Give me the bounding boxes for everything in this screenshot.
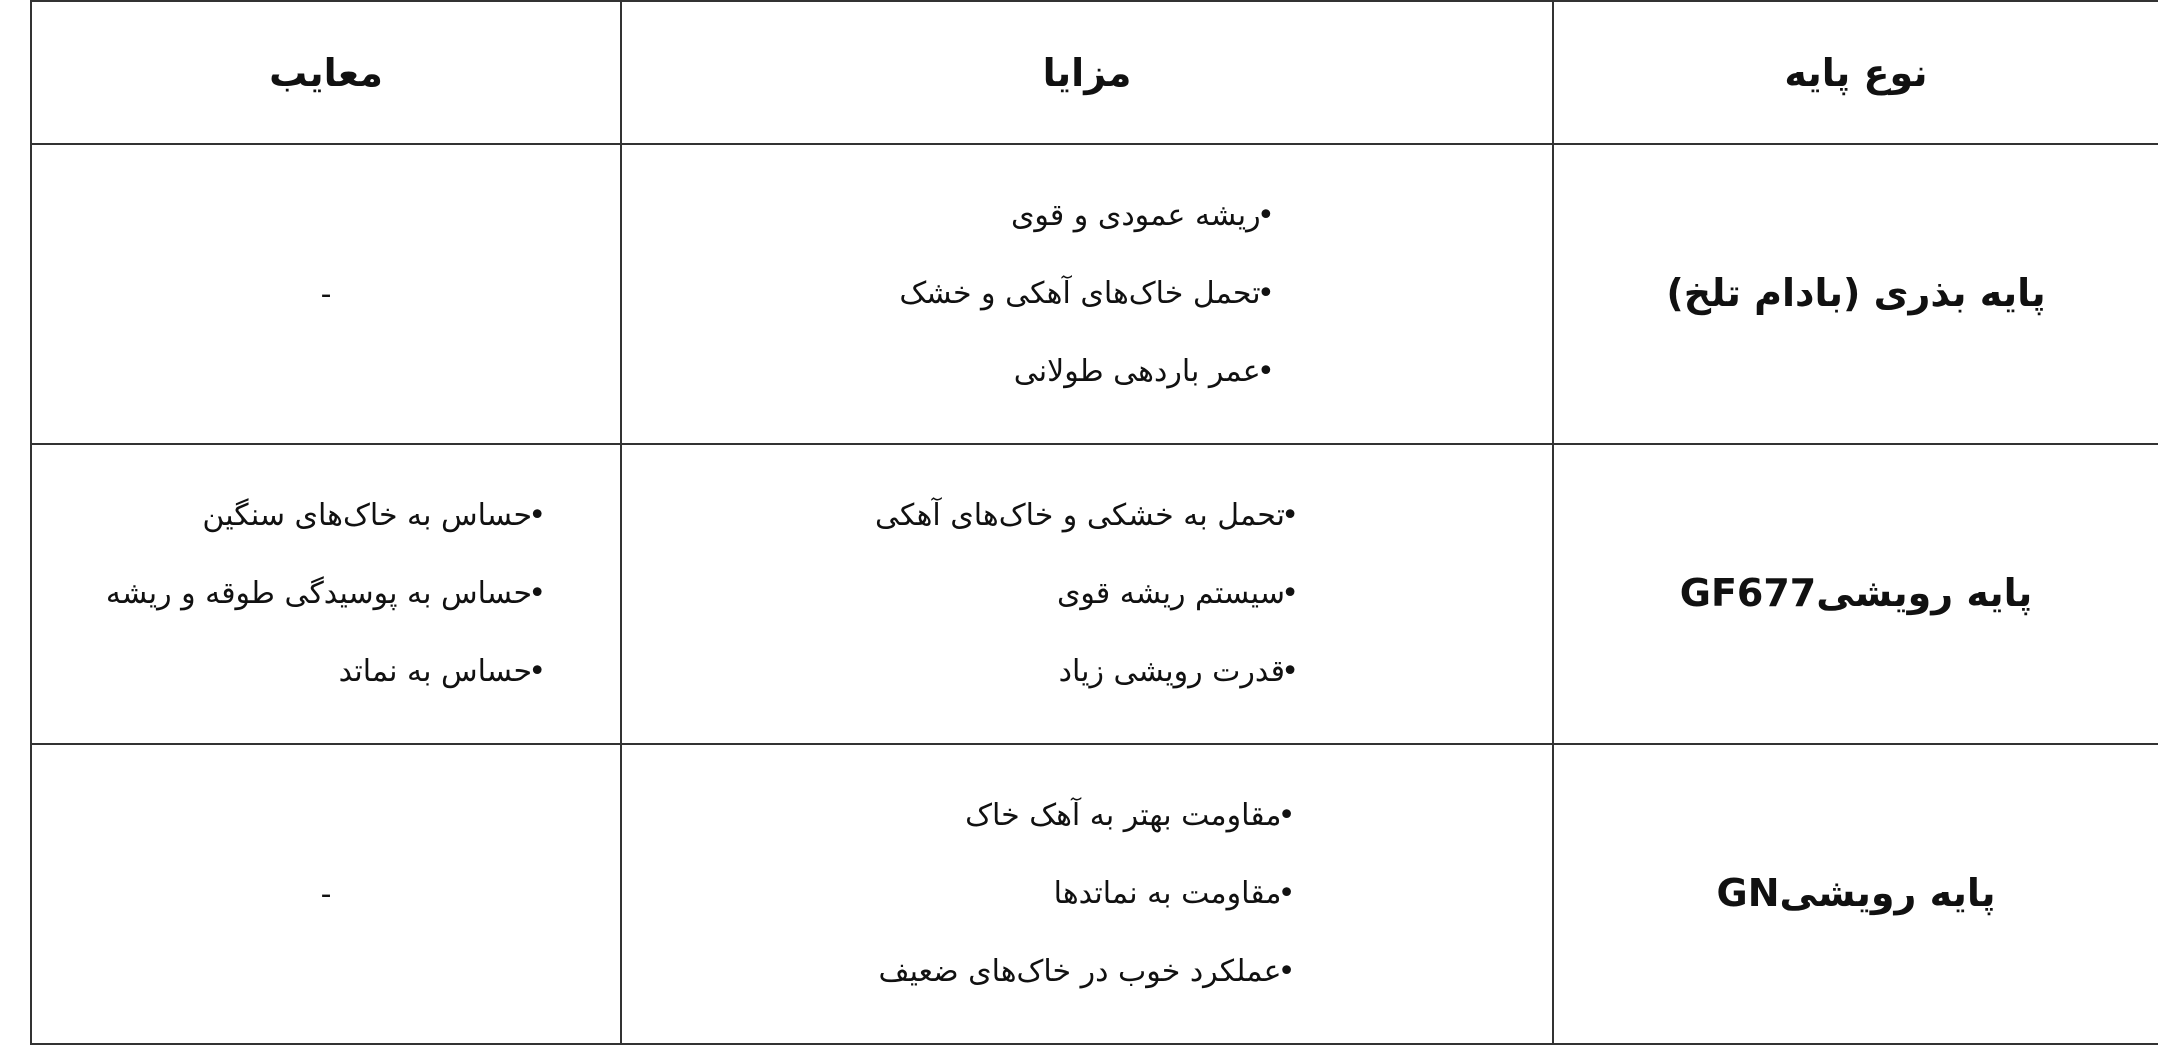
disadvantages-cell (31, 444, 621, 744)
list-item (106, 477, 546, 555)
bullet-icon: • (1256, 198, 1275, 233)
list-item (899, 333, 1274, 411)
advantages-list (899, 177, 1274, 411)
table-header-row (31, 1, 2158, 144)
list-item-text: مقاومت به نماتدها (1053, 876, 1282, 911)
advantages-cell (621, 444, 1553, 744)
header-advantages: مزایا (621, 1, 1553, 144)
disadvantages-cell: - (31, 744, 621, 1044)
advantages-list (875, 477, 1299, 711)
list-item (106, 633, 546, 711)
rootstock-type-cell: پایه رویشیGF677 (1553, 444, 2158, 744)
list-item (879, 933, 1296, 1011)
list-item (875, 555, 1299, 633)
bullet-icon: • (1277, 954, 1296, 989)
header-disadvantages: معایب (31, 1, 621, 144)
header-type: نوع پایه (1553, 1, 2158, 144)
list-item-text: سیستم ریشه قوی (1056, 576, 1285, 611)
list-item-text: ریشه عمودی و قوی (1010, 198, 1261, 233)
list-item (875, 477, 1299, 555)
list-item (879, 777, 1296, 855)
bullet-icon: • (1281, 498, 1299, 533)
list-item (879, 855, 1296, 933)
table-row (31, 144, 2158, 444)
list-item (106, 555, 546, 633)
bullet-icon: • (1277, 798, 1296, 833)
disadvantages-list (106, 477, 546, 711)
list-item-text: مقاومت بهتر به آهک خاک (965, 798, 1282, 833)
table-row (31, 744, 2158, 1044)
list-item (875, 633, 1299, 711)
advantages-list (879, 777, 1296, 1011)
bullet-icon: • (1256, 276, 1275, 311)
rootstock-comparison-table (30, 0, 2158, 1045)
table-row (31, 444, 2158, 744)
bullet-icon: • (1281, 576, 1299, 611)
rootstock-type-cell: پایه بذری (بادام تلخ) (1553, 144, 2158, 444)
list-item-text: حساس به خاک‌های سنگین (202, 498, 533, 533)
list-item-text: حساس به پوسیدگی طوقه و ریشه (105, 576, 533, 611)
list-item-text: حساس به نماتد (338, 654, 533, 689)
list-item (899, 177, 1274, 255)
list-item (899, 255, 1274, 333)
list-item-text: عملکرد خوب در خاک‌های ضعیف (878, 954, 1282, 989)
advantages-cell (621, 144, 1553, 444)
bullet-icon: • (1256, 354, 1275, 389)
rootstock-comparison-table-wrapper (30, 0, 2158, 1041)
list-item-text: تحمل خاک‌های آهکی و خشک (899, 276, 1261, 311)
list-item-text: عمر باردهی طولانی (1013, 354, 1261, 389)
bullet-icon: • (1281, 654, 1299, 689)
list-item-text: قدرت رویشی زیاد (1058, 654, 1285, 689)
disadvantages-cell: - (31, 144, 621, 444)
bullet-icon: • (528, 654, 547, 689)
bullet-icon: • (1277, 876, 1296, 911)
list-item-text: تحمل به خشکی و خاک‌های آهکی (875, 498, 1285, 533)
advantages-cell (621, 744, 1553, 1044)
rootstock-type-cell: پایه رویشیGN (1553, 744, 2158, 1044)
bullet-icon: • (528, 498, 547, 533)
bullet-icon: • (528, 576, 547, 611)
